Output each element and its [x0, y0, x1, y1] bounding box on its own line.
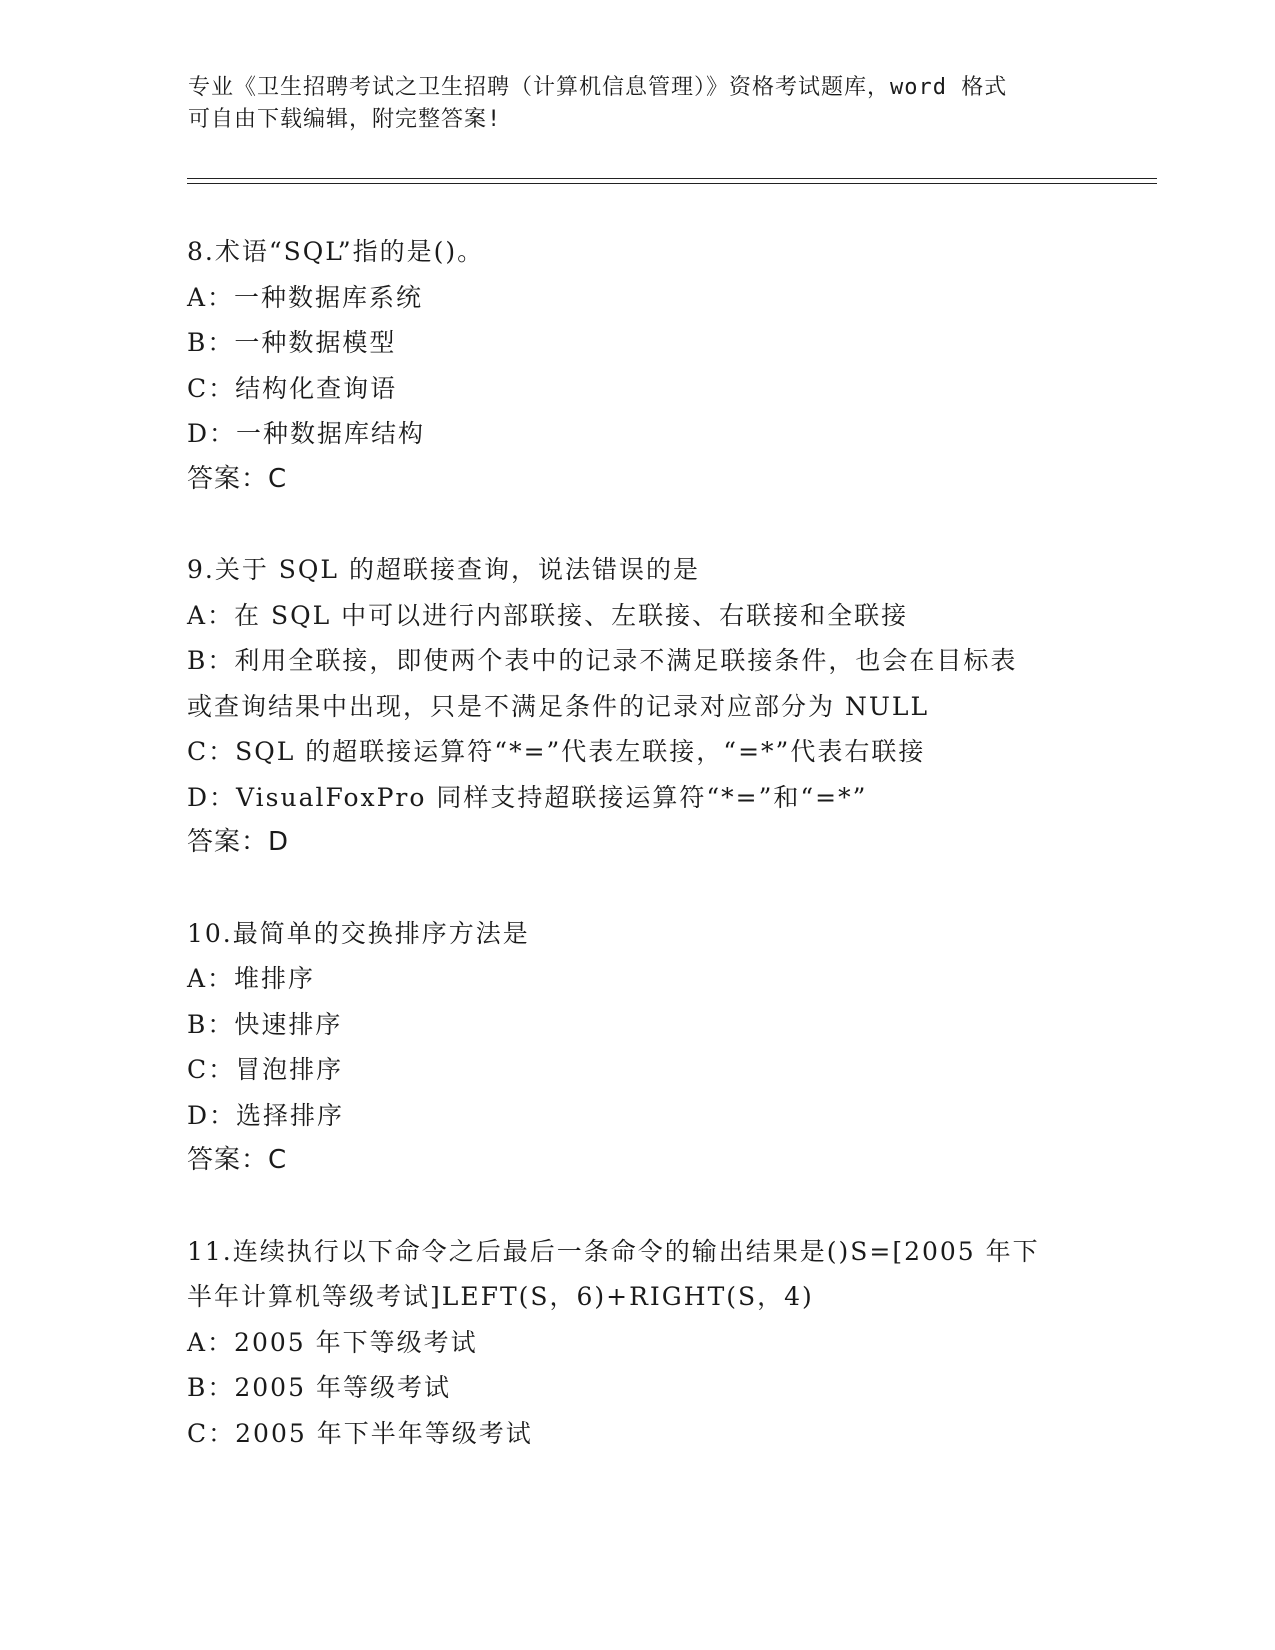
- option-b: B：2005 年等级考试: [187, 1373, 451, 1402]
- option-a: A：在 SQL 中可以进行内部联接、左联接、右联接和全联接: [187, 600, 909, 630]
- option-c: C：2005 年下半年等级考试: [187, 1418, 533, 1448]
- question-stem: 10.最简单的交换排序方法是: [187, 918, 530, 948]
- header-divider-bottom: [187, 183, 1157, 184]
- option-a: A：堆排序: [187, 964, 316, 993]
- question-stem: 9.关于 SQL 的超联接查询，说法错误的是: [187, 555, 700, 584]
- question-9: [187, 547, 1087, 866]
- option-c: C：冒泡排序: [187, 1055, 344, 1084]
- answer-label: 答案：C: [187, 1145, 288, 1175]
- option-a: A：一种数据库系统: [187, 282, 424, 312]
- question-list: [187, 229, 1087, 1501]
- document-header: [188, 72, 1088, 136]
- option-d: D：选择排序: [187, 1100, 345, 1130]
- header-line-2: 可自由下载编辑，附完整答案!: [188, 107, 502, 132]
- answer-label: 答案：D: [187, 827, 290, 857]
- option-c: C：SQL 的超联接运算符“*=”代表左联接，“=*”代表右联接: [187, 737, 926, 766]
- option-a: A：2005 年下等级考试: [187, 1327, 478, 1357]
- option-d: D：VisualFoxPro 同样支持超联接运算符“*=”和“=*”: [187, 782, 868, 812]
- header-divider-top: [187, 178, 1157, 179]
- question-stem-continued: 半年计算机等级考试]LEFT(S，6)+RIGHT(S，4): [187, 1282, 814, 1311]
- answer-label: 答案：C: [187, 463, 288, 494]
- question-stem: 11.连续执行以下命令之后最后一条命令的输出结果是()S=[2005 年下: [187, 1236, 1040, 1266]
- option-b: B：一种数据模型: [187, 328, 397, 357]
- question-11: [187, 1229, 1087, 1457]
- option-c: C：结构化查询语: [187, 373, 398, 403]
- option-b: B：快速排序: [187, 1009, 343, 1039]
- header-line-1: 专业《卫生招聘考试之卫生招聘（计算机信息管理）》资格考试题库，word 格式: [188, 75, 1008, 100]
- option-b: B：利用全联接，即使两个表中的记录不满足联接条件，也会在目标表: [187, 646, 1018, 675]
- question-8: [187, 229, 1087, 502]
- question-10: [187, 911, 1087, 1184]
- question-stem: 8.术语“SQL”指的是()。: [187, 237, 485, 266]
- option-d: D：一种数据库结构: [187, 419, 426, 448]
- option-b-continued: 或查询结果中出现，只是不满足条件的记录对应部分为 NULL: [187, 691, 930, 721]
